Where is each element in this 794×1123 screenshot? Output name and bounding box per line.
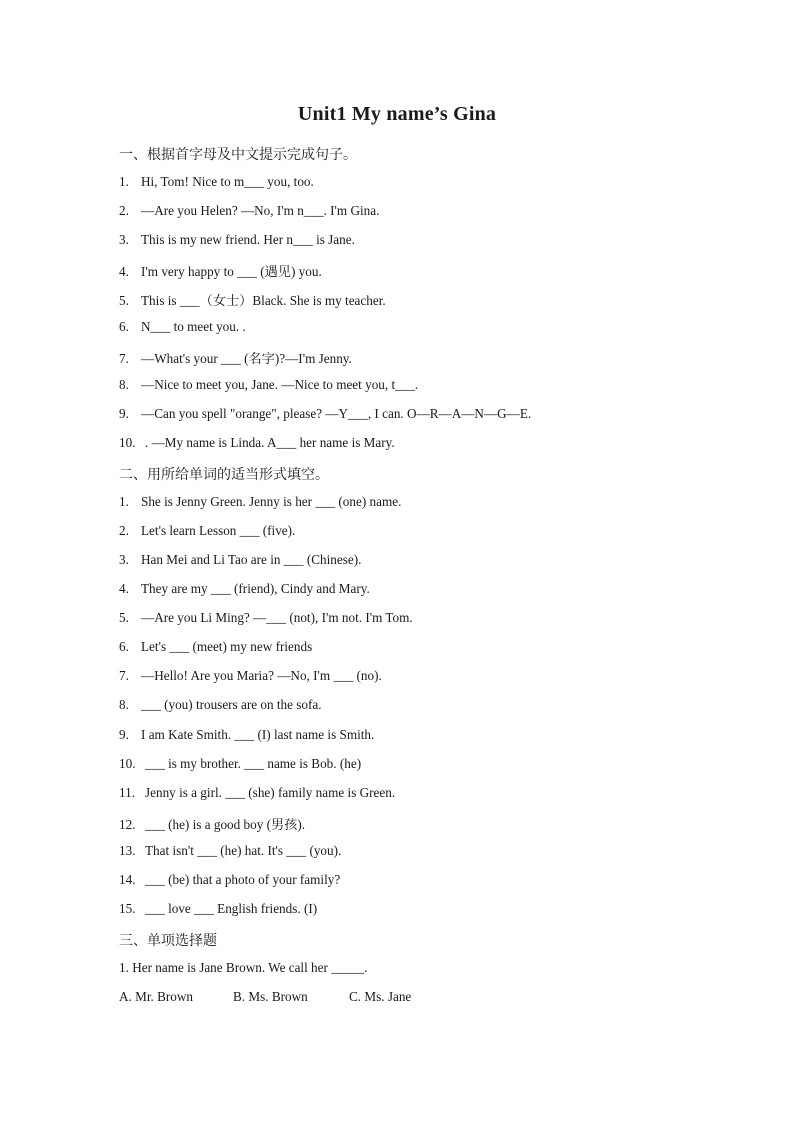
item-text: This is ___（女士）Black. She is my teacher. bbox=[141, 293, 386, 308]
item-text: —Are you Helen? —No, I'm n___. I'm Gina. bbox=[141, 203, 380, 218]
list-item bbox=[119, 174, 314, 190]
option-a: A. Mr. Brown bbox=[119, 989, 193, 1004]
item-number: 1. bbox=[119, 174, 129, 189]
question-text: 1. Her name is Jane Brown. We call her _____. bbox=[119, 960, 368, 975]
list-item bbox=[119, 697, 322, 713]
item-text: ___ (be) that a photo of your family? bbox=[145, 872, 341, 887]
item-number: 6. bbox=[119, 639, 129, 654]
item-number: 7. bbox=[119, 668, 129, 683]
item-number: 9. bbox=[119, 406, 129, 421]
list-item bbox=[119, 406, 531, 422]
item-number: 2. bbox=[119, 203, 129, 218]
item-text: . —My name is Linda. A___ her name is Mary. bbox=[145, 435, 395, 450]
item-text: This is my new friend. Her n___ is Jane. bbox=[141, 232, 355, 247]
item-number: 2. bbox=[119, 523, 129, 538]
answer-options bbox=[119, 989, 411, 1005]
item-text: She is Jenny Green. Jenny is her ___ (one) name. bbox=[141, 494, 402, 509]
item-number: 5. bbox=[119, 610, 129, 625]
list-item bbox=[119, 232, 355, 248]
item-text: Hi, Tom! Nice to m___ you, too. bbox=[141, 174, 314, 189]
item-number: 1. bbox=[119, 494, 129, 509]
item-text: Jenny is a girl. ___ (she) family name is Green. bbox=[145, 785, 396, 800]
item-text: ___ is my brother. ___ name is Bob. (he) bbox=[145, 756, 362, 771]
item-text: ___ (he) is a good boy (男孩). bbox=[145, 817, 306, 832]
item-text: Han Mei and Li Tao are in ___ (Chinese). bbox=[141, 552, 362, 567]
list-item bbox=[119, 494, 401, 510]
item-text: Let's ___ (meet) my new friends bbox=[141, 639, 313, 654]
list-item bbox=[119, 668, 382, 684]
item-text: —What's your ___ (名字)?—I'm Jenny. bbox=[141, 351, 352, 366]
list-item bbox=[119, 785, 395, 801]
item-text: —Hello! Are you Maria? —No, I'm ___ (no). bbox=[141, 668, 382, 683]
item-text: They are my ___ (friend), Cindy and Mary. bbox=[141, 581, 370, 596]
option-c: C. Ms. Jane bbox=[349, 989, 412, 1004]
section3-heading: 三、单项选择题 bbox=[119, 933, 217, 949]
list-item bbox=[119, 610, 413, 626]
item-number: 9. bbox=[119, 727, 129, 742]
section1-heading: 一、根据首字母及中文提示完成句子。 bbox=[119, 147, 357, 163]
item-number: 5. bbox=[119, 293, 129, 308]
page-title: Unit1 My name’s Gina bbox=[297, 103, 497, 125]
item-number: 11. bbox=[119, 785, 135, 800]
list-item bbox=[119, 872, 340, 888]
item-text: —Are you Li Ming? —___ (not), I'm not. I'm Tom. bbox=[141, 610, 413, 625]
item-number: 12. bbox=[119, 817, 136, 832]
item-number: 6. bbox=[119, 319, 129, 334]
list-item bbox=[119, 552, 361, 568]
list-item bbox=[119, 814, 305, 833]
item-number: 10. bbox=[119, 756, 136, 771]
item-number: 8. bbox=[119, 697, 129, 712]
item-text: ___ love ___ English friends. (I) bbox=[145, 901, 318, 916]
list-item bbox=[119, 290, 386, 309]
item-text: ___ (you) trousers are on the sofa. bbox=[141, 697, 322, 712]
option-b: B. Ms. Brown bbox=[233, 989, 308, 1004]
item-number: 13. bbox=[119, 843, 136, 858]
list-item bbox=[119, 639, 312, 655]
item-text: —Nice to meet you, Jane. —Nice to meet you, t___. bbox=[141, 377, 419, 392]
item-number: 3. bbox=[119, 552, 129, 567]
list-item bbox=[119, 377, 418, 393]
list-item bbox=[119, 581, 370, 597]
list-item bbox=[119, 348, 352, 367]
item-number: 4. bbox=[119, 581, 129, 596]
item-number: 7. bbox=[119, 351, 129, 366]
item-text: —Can you spell "orange", please? —Y___, I can. O—R—A—N—G—E. bbox=[141, 406, 532, 421]
list-item bbox=[119, 261, 322, 280]
item-number: 10. bbox=[119, 435, 136, 450]
item-text: I'm very happy to ___ (遇见) you. bbox=[141, 264, 322, 279]
item-number: 14. bbox=[119, 872, 136, 887]
item-number: 8. bbox=[119, 377, 129, 392]
item-number: 3. bbox=[119, 232, 129, 247]
item-text: N___ to meet you. . bbox=[141, 319, 246, 334]
list-item bbox=[119, 523, 295, 539]
section2-heading: 二、用所给单词的适当形式填空。 bbox=[119, 467, 329, 483]
item-text: I am Kate Smith. ___ (I) last name is Smith. bbox=[141, 727, 375, 742]
list-item bbox=[119, 901, 317, 917]
list-item bbox=[119, 843, 341, 859]
item-text: Let's learn Lesson ___ (five). bbox=[141, 523, 296, 538]
list-item bbox=[119, 756, 361, 772]
item-text: That isn't ___ (he) hat. It's ___ (you). bbox=[145, 843, 342, 858]
list-item bbox=[119, 203, 379, 219]
list-item bbox=[119, 435, 395, 451]
item-number: 15. bbox=[119, 901, 136, 916]
list-item bbox=[119, 727, 374, 743]
list-item bbox=[119, 319, 246, 335]
item-number: 4. bbox=[119, 264, 129, 279]
